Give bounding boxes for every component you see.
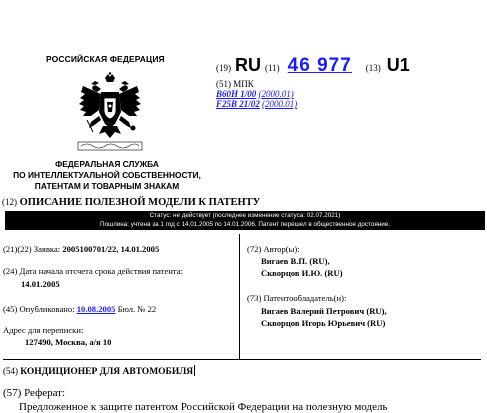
address-label: Адрес для переписки: bbox=[3, 325, 84, 335]
code-19: (19) bbox=[216, 63, 231, 73]
document-title bbox=[2, 197, 260, 208]
service-line-3: ПАТЕНТАМ И ТОВАРНЫМ ЗНАКАМ bbox=[34, 181, 180, 191]
authors-label: (72) Автор(ы): bbox=[247, 244, 300, 254]
status-bar bbox=[5, 211, 485, 230]
title-code: (12) bbox=[2, 197, 17, 207]
service-line-2: ПО ИНТЕЛЛЕКТУАЛЬНОЙ СОБСТВЕННОСТИ, bbox=[13, 170, 201, 180]
code-11: (11) bbox=[265, 63, 280, 73]
mpk-class-link[interactable]: B60H 1/00 bbox=[216, 89, 257, 99]
mpk-class-row bbox=[216, 89, 297, 99]
patent-number-row bbox=[216, 55, 410, 79]
country-name: РОССИЙСКАЯ ФЕДЕРАЦИЯ bbox=[46, 54, 165, 64]
document-kind: U1 bbox=[386, 55, 410, 75]
mpk-block bbox=[216, 79, 297, 109]
mpk-class-row bbox=[216, 99, 297, 109]
bulletin-number: Бюл. № 22 bbox=[117, 304, 157, 314]
owners-label: (73) Патентообладатель(и): bbox=[247, 293, 347, 303]
start-date-value: 14.01.2005 bbox=[21, 279, 60, 289]
mpk-label: (51) МПК bbox=[216, 79, 254, 89]
text-cursor bbox=[194, 365, 195, 376]
publication-label: (45) Опубликовано: bbox=[3, 304, 75, 314]
owner-item: Вигаев Валерий Петрович (RU), bbox=[261, 306, 387, 316]
invention-name: КОНДИЦИОНЕР ДЛЯ АВТОМОБИЛЯ bbox=[20, 367, 194, 377]
code-13: (13) bbox=[365, 63, 381, 73]
owner-item: Скворцов Игорь Юрьевич (RU) bbox=[261, 318, 386, 328]
russian-coat-of-arms-emblem bbox=[77, 72, 143, 154]
application-field bbox=[3, 244, 159, 255]
fee-line: Пошлина: учтена за 1 год с 14.01.2005 по 14.01.2006. Патент перешел в общественное достояние. bbox=[99, 221, 391, 228]
title-text: ОПИСАНИЕ ПОЛЕЗНОЙ МОДЕЛИ К ПАТЕНТУ bbox=[19, 197, 261, 208]
invention-code: (54) bbox=[3, 366, 18, 376]
invention-title bbox=[3, 365, 195, 377]
bottom-divider bbox=[3, 359, 481, 360]
mpk-version-link[interactable]: (2000.01) bbox=[262, 99, 298, 109]
patent-number-link[interactable]: 46 977 bbox=[287, 55, 352, 76]
mpk-version-link[interactable]: (2000.01) bbox=[258, 89, 294, 99]
column-divider bbox=[239, 234, 240, 359]
author-item: Скворцов И.Ю. (RU) bbox=[261, 268, 343, 278]
federal-service-name bbox=[0, 159, 214, 192]
mpk-class-link[interactable]: F25B 21/02 bbox=[216, 99, 260, 109]
country-code: RU bbox=[235, 55, 261, 75]
address-value: 127490, Москва, а/я 10 bbox=[25, 337, 112, 347]
start-date-label: (24) Дата начала отсчета срока действия патента: bbox=[3, 266, 183, 276]
application-label: (21)(22) Заявка: bbox=[3, 244, 61, 254]
status-line: Статус: не действует (последнее изменение статуса: 02.07.2021) bbox=[149, 212, 341, 219]
publication-date-link[interactable]: 10.08.2005 bbox=[76, 304, 116, 314]
publication-field bbox=[3, 304, 156, 315]
abstract-label: (57) Реферат: bbox=[3, 387, 66, 399]
author-item: Вигаев В.П. (RU), bbox=[261, 256, 330, 266]
abstract-text: Предложенное к защите патентом Российской Федерации на полезную модель bbox=[19, 401, 388, 413]
application-value: 2005100701/22, 14.01.2005 bbox=[62, 244, 160, 254]
bibliographic-grid bbox=[3, 234, 481, 359]
service-line-1: ФЕДЕРАЛЬНАЯ СЛУЖБА bbox=[55, 159, 159, 169]
